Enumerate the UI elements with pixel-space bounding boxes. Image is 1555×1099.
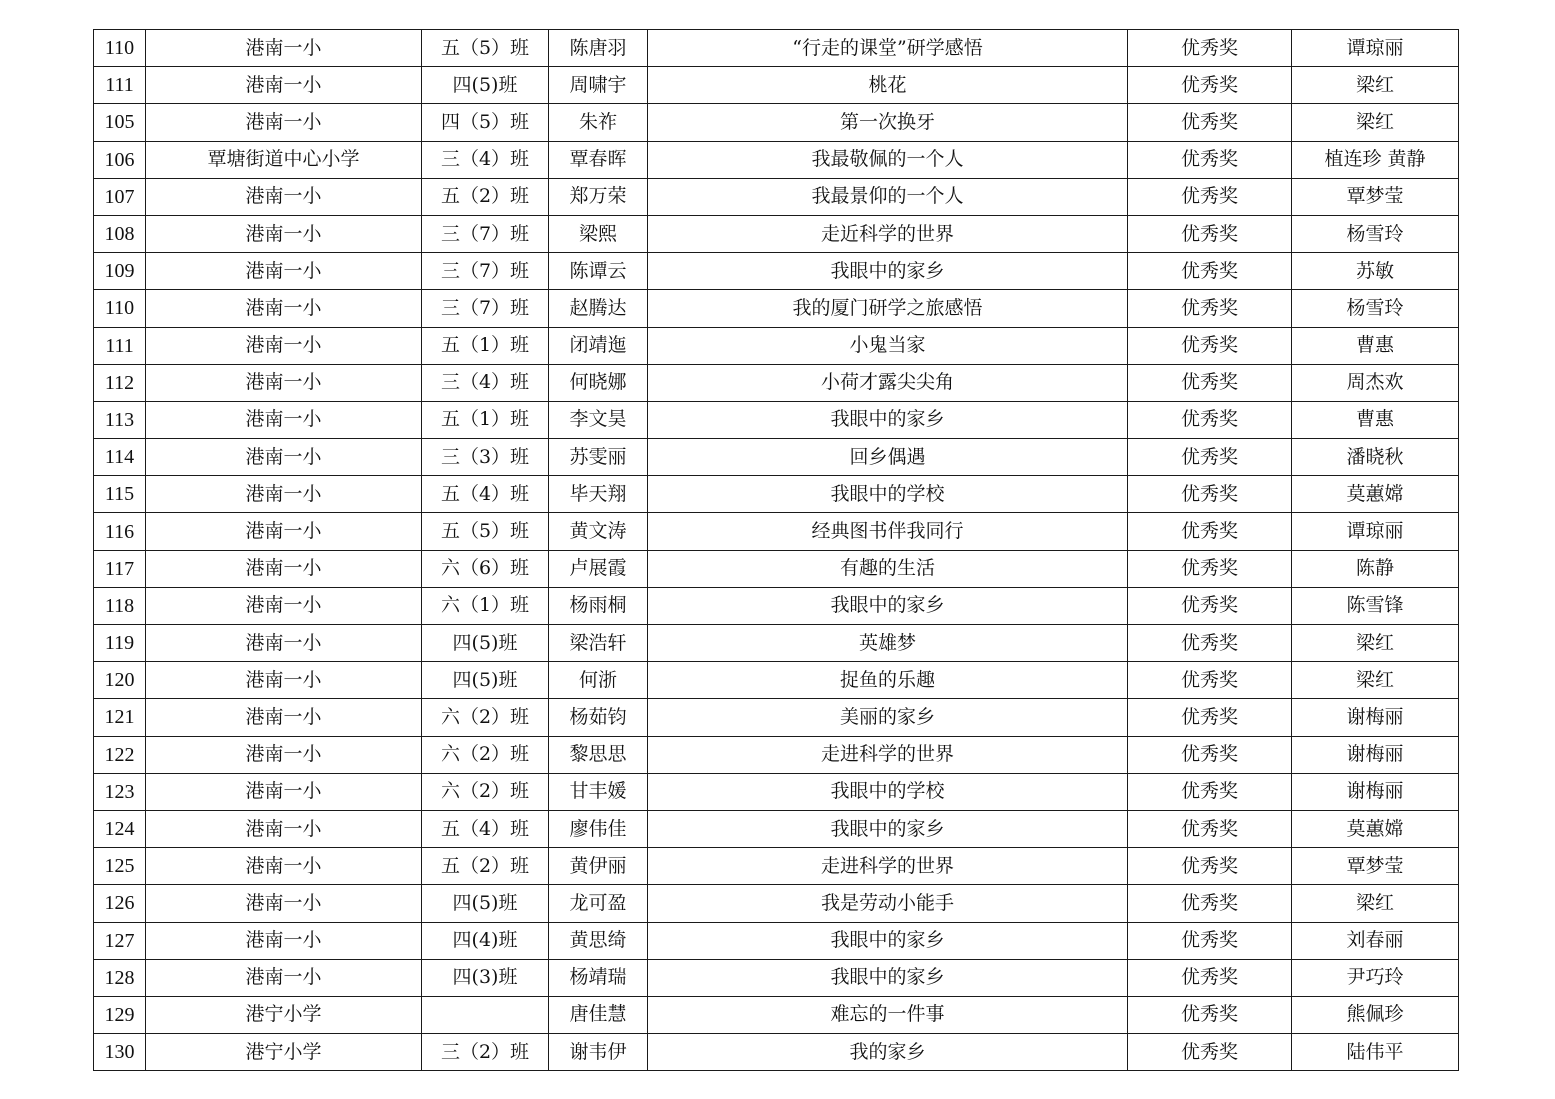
cell-essay-title: 桃花: [648, 67, 1128, 104]
table-row: [94, 290, 1459, 327]
table-row: [94, 922, 1459, 959]
cell-school: 港南一小: [146, 401, 422, 438]
cell-essay-title: 我的家乡: [648, 1034, 1128, 1071]
table-row: [94, 848, 1459, 885]
cell-student-name: 杨靖瑞: [549, 959, 648, 996]
cell-student-name: 黄思绮: [549, 922, 648, 959]
cell-number: 129: [94, 996, 146, 1033]
cell-school: 港南一小: [146, 959, 422, 996]
cell-number: 114: [94, 439, 146, 476]
cell-class: 五（4）班: [422, 476, 549, 513]
cell-class: 五（1）班: [422, 401, 549, 438]
table-row: [94, 253, 1459, 290]
cell-award: 优秀奖: [1128, 327, 1292, 364]
cell-essay-title: 走进科学的世界: [648, 736, 1128, 773]
cell-school: 港南一小: [146, 215, 422, 252]
cell-number: 110: [94, 30, 146, 67]
cell-number: 116: [94, 513, 146, 550]
cell-teacher: 陆伟平: [1292, 1034, 1459, 1071]
table-row: [94, 178, 1459, 215]
cell-school: 港南一小: [146, 327, 422, 364]
cell-number: 113: [94, 401, 146, 438]
cell-number: 108: [94, 215, 146, 252]
cell-student-name: 周啸宇: [549, 67, 648, 104]
cell-class: 五（2）班: [422, 178, 549, 215]
cell-student-name: 何浙: [549, 662, 648, 699]
cell-student-name: 梁浩轩: [549, 625, 648, 662]
cell-award: 优秀奖: [1128, 587, 1292, 624]
cell-award: 优秀奖: [1128, 662, 1292, 699]
cell-school: 港南一小: [146, 922, 422, 959]
cell-award: 优秀奖: [1128, 141, 1292, 178]
cell-award: 优秀奖: [1128, 401, 1292, 438]
table-row: [94, 439, 1459, 476]
cell-class: 三（4）班: [422, 141, 549, 178]
cell-class: 四(4)班: [422, 922, 549, 959]
cell-essay-title: 英雄梦: [648, 625, 1128, 662]
table-row: [94, 476, 1459, 513]
cell-award: 优秀奖: [1128, 30, 1292, 67]
cell-teacher: 陈雪锋: [1292, 587, 1459, 624]
cell-teacher: 梁红: [1292, 67, 1459, 104]
table-row: [94, 327, 1459, 364]
cell-award: 优秀奖: [1128, 215, 1292, 252]
cell-school: 港南一小: [146, 848, 422, 885]
cell-school: 港南一小: [146, 67, 422, 104]
cell-teacher: 陈静: [1292, 550, 1459, 587]
cell-student-name: 赵腾达: [549, 290, 648, 327]
cell-school: 港南一小: [146, 699, 422, 736]
cell-essay-title: 我眼中的家乡: [648, 810, 1128, 847]
cell-teacher: 熊佩珍: [1292, 996, 1459, 1033]
cell-award: 优秀奖: [1128, 104, 1292, 141]
cell-class: 六（1）班: [422, 587, 549, 624]
cell-award: 优秀奖: [1128, 773, 1292, 810]
cell-number: 125: [94, 848, 146, 885]
cell-number: 109: [94, 253, 146, 290]
cell-award: 优秀奖: [1128, 1034, 1292, 1071]
table-row: [94, 699, 1459, 736]
cell-school: 港宁小学: [146, 996, 422, 1033]
cell-school: 港南一小: [146, 290, 422, 327]
cell-award: 优秀奖: [1128, 67, 1292, 104]
cell-teacher: 植连珍 黄静: [1292, 141, 1459, 178]
cell-teacher: 谢梅丽: [1292, 736, 1459, 773]
cell-school: 港南一小: [146, 364, 422, 401]
cell-essay-title: 走近科学的世界: [648, 215, 1128, 252]
cell-award: 优秀奖: [1128, 290, 1292, 327]
cell-school: 港南一小: [146, 513, 422, 550]
cell-number: 123: [94, 773, 146, 810]
cell-student-name: 杨茹钧: [549, 699, 648, 736]
cell-class: 五（5）班: [422, 30, 549, 67]
cell-number: 107: [94, 178, 146, 215]
cell-class: 三（7）班: [422, 253, 549, 290]
cell-award: 优秀奖: [1128, 476, 1292, 513]
cell-teacher: 曹惠: [1292, 327, 1459, 364]
cell-essay-title: 我是劳动小能手: [648, 885, 1128, 922]
cell-teacher: 莫蕙嫦: [1292, 810, 1459, 847]
cell-school: 港南一小: [146, 587, 422, 624]
cell-number: 124: [94, 810, 146, 847]
table-row: [94, 885, 1459, 922]
table-row: [94, 996, 1459, 1033]
cell-teacher: 莫蕙嫦: [1292, 476, 1459, 513]
table-row: [94, 773, 1459, 810]
cell-award: 优秀奖: [1128, 513, 1292, 550]
cell-student-name: 黄文涛: [549, 513, 648, 550]
cell-student-name: 朱祚: [549, 104, 648, 141]
cell-class: 三（7）班: [422, 215, 549, 252]
table-row: [94, 513, 1459, 550]
cell-teacher: 谢梅丽: [1292, 699, 1459, 736]
cell-number: 122: [94, 736, 146, 773]
cell-number: 111: [94, 67, 146, 104]
cell-teacher: 潘晓秋: [1292, 439, 1459, 476]
cell-teacher: 苏敏: [1292, 253, 1459, 290]
cell-class: 六（6）班: [422, 550, 549, 587]
cell-student-name: 谢韦伊: [549, 1034, 648, 1071]
cell-class: 四(5)班: [422, 885, 549, 922]
cell-student-name: 黎思思: [549, 736, 648, 773]
cell-class: 四（5）班: [422, 104, 549, 141]
cell-number: 118: [94, 587, 146, 624]
cell-student-name: 郑万荣: [549, 178, 648, 215]
cell-number: 128: [94, 959, 146, 996]
cell-student-name: 廖伟佳: [549, 810, 648, 847]
cell-school: 港南一小: [146, 30, 422, 67]
cell-class: 六（2）班: [422, 773, 549, 810]
cell-award: 优秀奖: [1128, 364, 1292, 401]
cell-essay-title: 我眼中的家乡: [648, 587, 1128, 624]
table-row: [94, 736, 1459, 773]
cell-number: 117: [94, 550, 146, 587]
cell-number: 119: [94, 625, 146, 662]
cell-class: 六（2）班: [422, 699, 549, 736]
cell-class: 五（4）班: [422, 810, 549, 847]
cell-award: 优秀奖: [1128, 885, 1292, 922]
cell-teacher: 谢梅丽: [1292, 773, 1459, 810]
cell-number: 130: [94, 1034, 146, 1071]
cell-number: 111: [94, 327, 146, 364]
cell-award: 优秀奖: [1128, 959, 1292, 996]
table-row: [94, 215, 1459, 252]
cell-award: 优秀奖: [1128, 550, 1292, 587]
cell-student-name: 龙可盈: [549, 885, 648, 922]
cell-essay-title: 走进科学的世界: [648, 848, 1128, 885]
cell-school: 港南一小: [146, 178, 422, 215]
cell-award: 优秀奖: [1128, 178, 1292, 215]
table-row: [94, 959, 1459, 996]
cell-student-name: 闭靖迤: [549, 327, 648, 364]
cell-school: 港南一小: [146, 810, 422, 847]
cell-essay-title: 经典图书伴我同行: [648, 513, 1128, 550]
cell-teacher: 梁红: [1292, 104, 1459, 141]
cell-class: 五（5）班: [422, 513, 549, 550]
cell-student-name: 杨雨桐: [549, 587, 648, 624]
cell-essay-title: 我最敬佩的一个人: [648, 141, 1128, 178]
cell-number: 106: [94, 141, 146, 178]
cell-class: 四(3)班: [422, 959, 549, 996]
cell-school: 覃塘街道中心小学: [146, 141, 422, 178]
cell-school: 港南一小: [146, 885, 422, 922]
cell-number: 127: [94, 922, 146, 959]
cell-student-name: 黄伊丽: [549, 848, 648, 885]
cell-school: 港南一小: [146, 736, 422, 773]
cell-school: 港南一小: [146, 773, 422, 810]
cell-award: 优秀奖: [1128, 736, 1292, 773]
table-row: [94, 587, 1459, 624]
cell-school: 港南一小: [146, 662, 422, 699]
cell-essay-title: 我眼中的家乡: [648, 253, 1128, 290]
cell-essay-title: “行走的课堂”研学感悟: [648, 30, 1128, 67]
cell-award: 优秀奖: [1128, 253, 1292, 290]
cell-class: 三（4）班: [422, 364, 549, 401]
cell-class: 六（2）班: [422, 736, 549, 773]
table-row: [94, 810, 1459, 847]
cell-essay-title: 我眼中的学校: [648, 773, 1128, 810]
table-row: [94, 625, 1459, 662]
cell-student-name: 李文昊: [549, 401, 648, 438]
cell-essay-title: 小荷才露尖尖角: [648, 364, 1128, 401]
cell-school: 港南一小: [146, 476, 422, 513]
cell-teacher: 谭琼丽: [1292, 30, 1459, 67]
cell-essay-title: 第一次换牙: [648, 104, 1128, 141]
cell-student-name: 苏雯丽: [549, 439, 648, 476]
cell-school: 港南一小: [146, 104, 422, 141]
cell-essay-title: 美丽的家乡: [648, 699, 1128, 736]
table-body: [94, 30, 1459, 1071]
cell-teacher: 刘春丽: [1292, 922, 1459, 959]
cell-award: 优秀奖: [1128, 922, 1292, 959]
cell-award: 优秀奖: [1128, 996, 1292, 1033]
cell-class: [422, 996, 549, 1033]
cell-award: 优秀奖: [1128, 439, 1292, 476]
cell-class: 三（7）班: [422, 290, 549, 327]
cell-class: 五（2）班: [422, 848, 549, 885]
cell-number: 112: [94, 364, 146, 401]
cell-student-name: 甘丰媛: [549, 773, 648, 810]
cell-award: 优秀奖: [1128, 810, 1292, 847]
table-row: [94, 104, 1459, 141]
table-row: [94, 141, 1459, 178]
cell-award: 优秀奖: [1128, 625, 1292, 662]
cell-essay-title: 小鬼当家: [648, 327, 1128, 364]
cell-essay-title: 捉鱼的乐趣: [648, 662, 1128, 699]
cell-essay-title: 我眼中的家乡: [648, 401, 1128, 438]
cell-award: 优秀奖: [1128, 848, 1292, 885]
cell-class: 四(5)班: [422, 625, 549, 662]
cell-student-name: 陈谭云: [549, 253, 648, 290]
table-row: [94, 30, 1459, 67]
cell-student-name: 何晓娜: [549, 364, 648, 401]
cell-essay-title: 难忘的一件事: [648, 996, 1128, 1033]
cell-essay-title: 我眼中的学校: [648, 476, 1128, 513]
table-row: [94, 364, 1459, 401]
cell-student-name: 卢展霞: [549, 550, 648, 587]
cell-number: 110: [94, 290, 146, 327]
cell-teacher: 梁红: [1292, 885, 1459, 922]
cell-teacher: 梁红: [1292, 662, 1459, 699]
cell-essay-title: 我最景仰的一个人: [648, 178, 1128, 215]
table-row: [94, 662, 1459, 699]
cell-school: 港宁小学: [146, 1034, 422, 1071]
cell-class: 三（3）班: [422, 439, 549, 476]
cell-teacher: 杨雪玲: [1292, 215, 1459, 252]
cell-class: 五（1）班: [422, 327, 549, 364]
cell-number: 120: [94, 662, 146, 699]
cell-school: 港南一小: [146, 253, 422, 290]
table-row: [94, 67, 1459, 104]
table-row: [94, 401, 1459, 438]
cell-teacher: 杨雪玲: [1292, 290, 1459, 327]
cell-school: 港南一小: [146, 625, 422, 662]
table-row: [94, 1034, 1459, 1071]
cell-number: 115: [94, 476, 146, 513]
cell-school: 港南一小: [146, 550, 422, 587]
cell-teacher: 覃梦莹: [1292, 178, 1459, 215]
cell-class: 四(5)班: [422, 662, 549, 699]
cell-student-name: 毕天翔: [549, 476, 648, 513]
cell-teacher: 周杰欢: [1292, 364, 1459, 401]
cell-teacher: 覃梦莹: [1292, 848, 1459, 885]
cell-class: 四(5)班: [422, 67, 549, 104]
cell-essay-title: 有趣的生活: [648, 550, 1128, 587]
table-row: [94, 550, 1459, 587]
cell-school: 港南一小: [146, 439, 422, 476]
cell-teacher: 尹巧玲: [1292, 959, 1459, 996]
cell-teacher: 梁红: [1292, 625, 1459, 662]
cell-student-name: 唐佳慧: [549, 996, 648, 1033]
cell-student-name: 覃春晖: [549, 141, 648, 178]
cell-student-name: 陈唐羽: [549, 30, 648, 67]
cell-student-name: 梁熙: [549, 215, 648, 252]
cell-essay-title: 回乡偶遇: [648, 439, 1128, 476]
cell-class: 三（2）班: [422, 1034, 549, 1071]
cell-award: 优秀奖: [1128, 699, 1292, 736]
cell-essay-title: 我的厦门研学之旅感悟: [648, 290, 1128, 327]
cell-number: 126: [94, 885, 146, 922]
cell-essay-title: 我眼中的家乡: [648, 922, 1128, 959]
cell-essay-title: 我眼中的家乡: [648, 959, 1128, 996]
cell-number: 105: [94, 104, 146, 141]
cell-teacher: 曹惠: [1292, 401, 1459, 438]
cell-teacher: 谭琼丽: [1292, 513, 1459, 550]
award-list-table: [93, 29, 1459, 1071]
cell-number: 121: [94, 699, 146, 736]
